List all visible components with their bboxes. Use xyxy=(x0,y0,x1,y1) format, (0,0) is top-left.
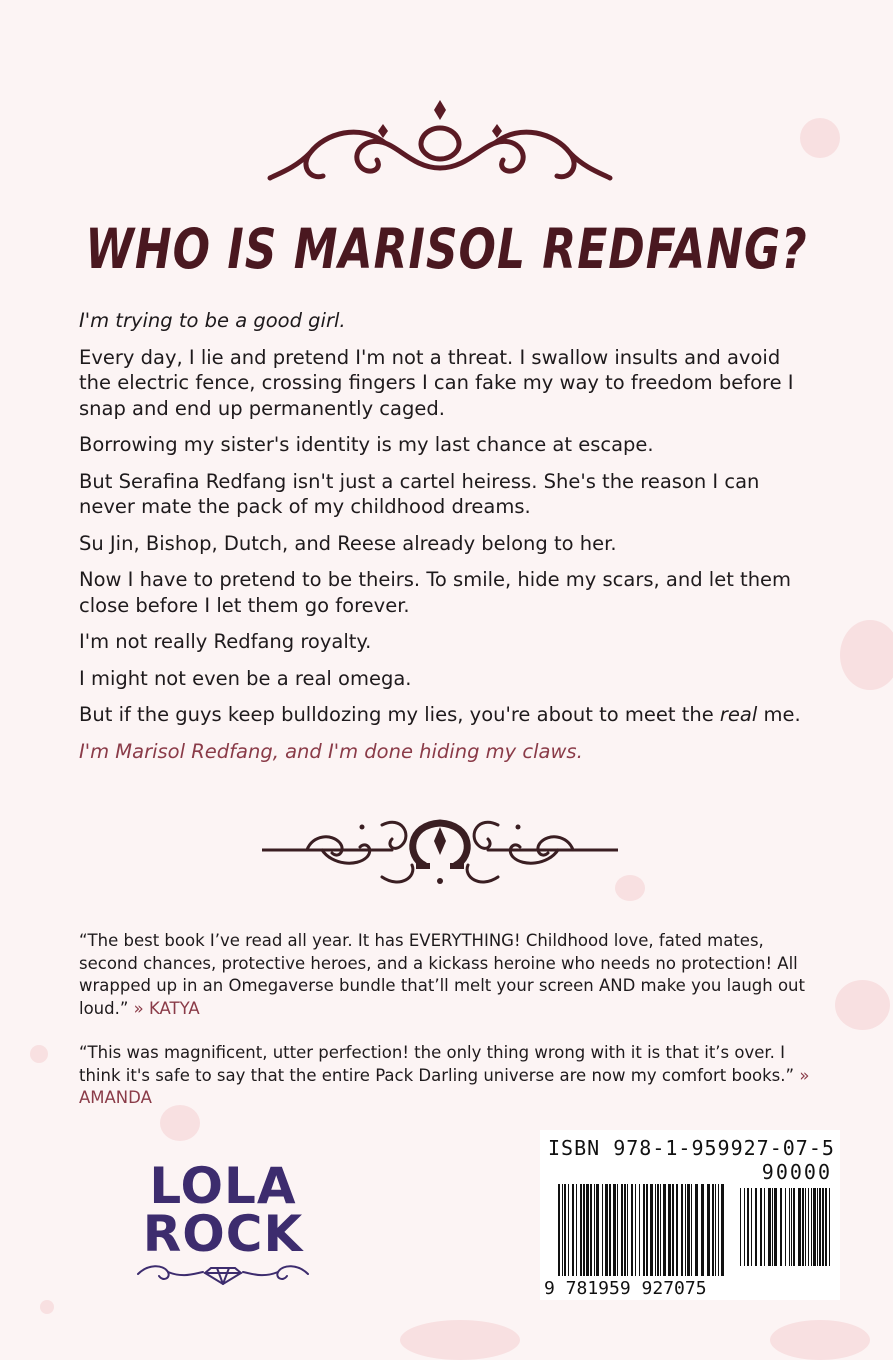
addon-bar xyxy=(747,1188,749,1266)
book-blurb xyxy=(79,308,815,775)
barcode-bar xyxy=(715,1184,716,1276)
addon-bar xyxy=(744,1188,745,1266)
background-splatter xyxy=(840,620,893,690)
blurb-paragraph: I'm not really Redfang royalty. xyxy=(79,630,372,653)
barcode-bar xyxy=(590,1184,592,1276)
barcode-bar xyxy=(663,1184,666,1276)
background-splatter xyxy=(770,1320,870,1360)
barcode-bar xyxy=(594,1184,595,1276)
barcode-bar xyxy=(650,1184,653,1276)
isbn-barcode xyxy=(540,1130,840,1300)
barcode-bar xyxy=(695,1184,698,1276)
barcode-bar xyxy=(685,1184,686,1276)
review-quote xyxy=(79,1042,815,1110)
barcode-bar xyxy=(672,1184,674,1276)
addon-bar xyxy=(805,1188,806,1266)
barcode-bar xyxy=(605,1184,608,1276)
barcode-bar xyxy=(660,1184,661,1276)
addon-bar xyxy=(791,1188,792,1266)
barcode-bar xyxy=(718,1184,719,1276)
addon-bar xyxy=(802,1188,804,1266)
blurb-emphasis: real xyxy=(719,703,758,726)
background-splatter xyxy=(615,875,645,901)
barcode-bar xyxy=(646,1184,648,1276)
review-text: “This was magnificent, utter perfection! the only thing wrong with it is that it’s over. I think it's safe to say that the entire Pack Darling universe are now my comfort books.” xyxy=(79,1043,795,1085)
diamond-flourish-icon xyxy=(133,1260,313,1286)
barcode-bar xyxy=(572,1184,574,1276)
background-splatter xyxy=(40,1300,54,1314)
addon-bar xyxy=(811,1188,812,1266)
top-flourish-ornament xyxy=(265,98,615,190)
barcode-bar xyxy=(596,1184,599,1276)
barcode-bar xyxy=(639,1184,640,1276)
review-text: “The best book I’ve read all year. It has EVERYTHING! Childhood love, fated mates, second chances, protective heroes, and a kickass heroine who needs no protection! All wrapped up in an Omegaverse bundle that’ll melt your screen AND make you laugh out loud.” xyxy=(79,931,805,1018)
background-splatter xyxy=(800,118,840,158)
barcode-bar xyxy=(583,1184,585,1276)
background-splatter xyxy=(835,980,890,1030)
addon-bar xyxy=(740,1188,741,1266)
barcode-bar xyxy=(631,1184,633,1276)
addon-bar xyxy=(829,1188,830,1266)
addon-bar xyxy=(760,1188,762,1266)
barcode-bar xyxy=(687,1184,690,1276)
price-addon: 90000 xyxy=(761,1160,832,1184)
barcode-bar xyxy=(602,1184,603,1276)
review-quote xyxy=(79,930,815,1020)
addon-bar xyxy=(819,1188,821,1266)
blurb-paragraph xyxy=(79,702,815,728)
barcode-bar xyxy=(609,1184,611,1276)
barcode-bar xyxy=(621,1184,623,1276)
barcode-bar xyxy=(655,1184,656,1276)
background-splatter xyxy=(30,1045,48,1063)
page-title: WHO IS MARISOL REDFANG? xyxy=(85,218,808,282)
addon-bar xyxy=(780,1188,782,1266)
barcode-bar xyxy=(668,1184,671,1276)
background-splatter xyxy=(400,1320,520,1360)
blurb-paragraph: Every day, I lie and pretend I'm not a threat. I swallow insults and avoid the electric fence, crossing fingers I can fake my way to freedom before I snap and end up permanently caged. xyxy=(79,345,794,420)
addon-bar xyxy=(798,1188,801,1266)
barcode-bar xyxy=(564,1184,566,1276)
barcode-bar xyxy=(558,1184,560,1276)
barcode-bar xyxy=(707,1184,710,1276)
reader-reviews xyxy=(79,930,815,1132)
blurb-hook-line: I'm Marisol Redfang, and I'm done hiding my claws. xyxy=(79,739,583,763)
barcode-bar xyxy=(627,1184,628,1276)
addon-bar xyxy=(764,1188,765,1266)
barcode-bar xyxy=(681,1184,683,1276)
addon-bar xyxy=(772,1188,773,1266)
barcode-bar xyxy=(643,1184,645,1276)
barcode-bar xyxy=(576,1184,577,1276)
addon-bar xyxy=(751,1188,752,1266)
addon-bar xyxy=(785,1188,786,1266)
barcode-bar xyxy=(624,1184,626,1276)
addon-bar xyxy=(774,1188,777,1266)
addon-bar xyxy=(817,1188,818,1266)
omega-flourish-ornament xyxy=(262,805,618,895)
blurb-text: me. xyxy=(757,703,801,726)
barcode-bar xyxy=(701,1184,704,1276)
barcode-bar xyxy=(721,1184,724,1276)
isbn-number: ISBN 978-1-959927-07-5 xyxy=(548,1136,835,1160)
blurb-paragraph: I'm trying to be a good girl. xyxy=(79,309,346,332)
blurb-paragraph: But Serafina Redfang isn't just a cartel heiress. She's the reason I can never mate the pack of my childhood dreams. xyxy=(79,469,760,518)
barcode-bar xyxy=(676,1184,678,1276)
barcode-bar xyxy=(580,1184,582,1276)
blurb-paragraph: I might not even be a real omega. xyxy=(79,666,412,690)
reviewer-name: » AMANDA xyxy=(79,1065,810,1107)
addon-bar xyxy=(755,1188,757,1266)
barcode-bar xyxy=(617,1184,618,1276)
addon-bar xyxy=(808,1188,809,1266)
blurb-text: But if the guys keep bulldozing my lies, you're about to meet the xyxy=(79,703,720,726)
barcode-bar xyxy=(586,1184,589,1276)
blurb-paragraph: Now I have to pretend to be theirs. To smile, hide my scars, and let them close before I let them go forever. xyxy=(79,568,792,617)
ean-digits: 9 781959 927075 xyxy=(544,1278,707,1299)
addon-bar xyxy=(789,1188,790,1266)
addon-bar xyxy=(768,1188,771,1266)
reviewer-name: » KATYA xyxy=(133,998,200,1018)
addon-bar xyxy=(825,1188,827,1266)
addon-bar xyxy=(793,1188,795,1266)
barcode-bar xyxy=(712,1184,714,1276)
barcode-bar xyxy=(691,1184,692,1276)
addon-bar xyxy=(822,1188,824,1266)
barcode-bar xyxy=(613,1184,616,1276)
barcode-bars xyxy=(544,1184,836,1278)
barcode-bar xyxy=(635,1184,636,1276)
barcode-bar xyxy=(562,1184,563,1276)
blurb-paragraph: Borrowing my sister's identity is my last chance at escape. xyxy=(79,433,654,456)
logo-line-2: ROCK xyxy=(142,1205,304,1263)
addon-bar xyxy=(813,1188,816,1266)
logo-line-1: LOLA xyxy=(149,1157,297,1215)
barcode-bar xyxy=(568,1184,569,1276)
blurb-paragraph: Su Jin, Bishop, Dutch, and Reese already belong to her. xyxy=(79,531,617,555)
barcode-bar xyxy=(657,1184,659,1276)
publisher-logo xyxy=(133,1157,313,1286)
